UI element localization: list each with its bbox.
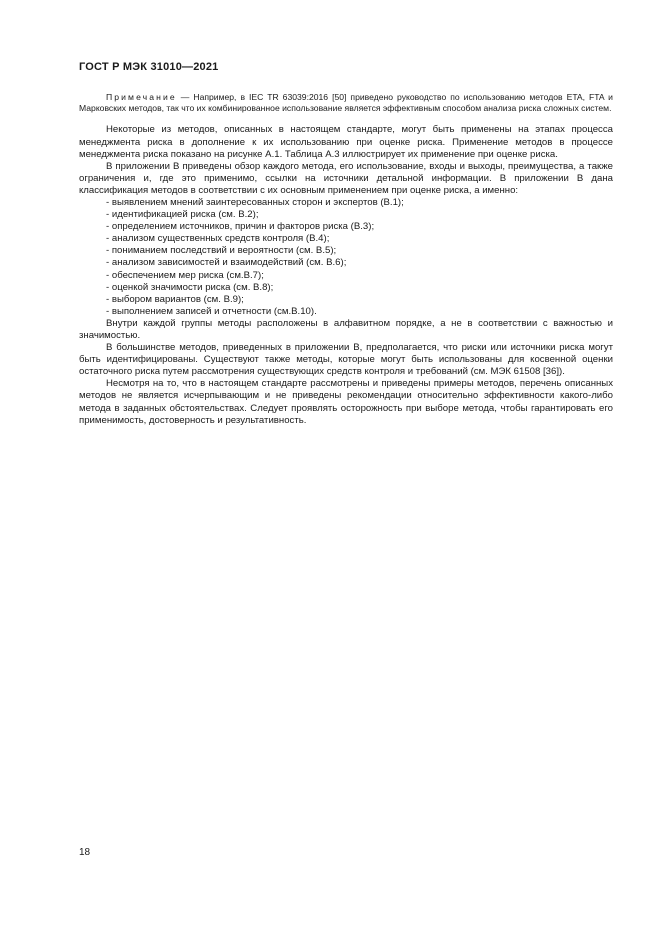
paragraph-methods-stages: Некоторые из методов, описанных в настоящем стандарте, могут быть применены на этапах процесса менеджмента риска в дополнение к их использованию при оценке риска. Применение методов в процессе менеджмента риска показано на рисунке А.1. Таблица А.3 иллюстрирует их применение при оценке риска.	[79, 124, 613, 160]
standard-header: ГОСТ Р МЭК 31010—2021	[79, 61, 219, 73]
list-item: - оценкой значимости риска (см. B.8);	[106, 281, 274, 293]
list-item: - определением источников, причин и факторов риска (B.3);	[106, 221, 375, 233]
page-number: 18	[79, 847, 91, 858]
note-block	[79, 92, 613, 114]
list-item: - анализом зависимостей и взаимодействий (см. B.6);	[106, 257, 347, 269]
list-item: - идентификацией риска (см. B.2);	[106, 209, 259, 221]
paragraph-alphabetical-order: Внутри каждой группы методы расположены в алфавитном порядке, а не в соответствии с важностью и значимостью.	[79, 317, 613, 341]
classification-list	[79, 197, 613, 318]
list-item: - пониманием последствий и вероятности (см. B.5);	[106, 245, 337, 257]
list-item: - выполнением записей и отчетности (см.B.10).	[106, 305, 317, 317]
list-item: - обеспечением мер риска (см.B.7);	[106, 269, 264, 281]
document-body	[79, 92, 613, 427]
note-text: — Например, в IEC TR 63039:2016 [50] приведено руководство по использованию методов ETA, FTA и Марковских методов, так что их комбинированное использование является эффективным способом анализа риска сложных систем.	[79, 92, 613, 114]
list-item: - выявлением мнений заинтересованных сторон и экспертов (B.1);	[106, 196, 404, 208]
paragraph-appendix-overview: В приложении В приведены обзор каждого метода, его использование, входы и выходы, преимущества, а также ограничения и, где это применимо, ссылки на источники детальной информации. В приложении В дана классификация методов в соответствии с их основным применением при оценке риска, а именно:	[79, 160, 613, 196]
paragraph-residual-risk: В большинстве методов, приведенных в приложении В, предполагается, что риски или источники риска могут быть идентифицированы. Существуют также методы, которые могут быть использованы для косвенной оценки остаточного риска путем рассмотрения существующих средств контроля и требований (см. МЭК 61508 [36]).	[79, 342, 613, 378]
paragraph-caution: Несмотря на то, что в настоящем стандарте рассмотрены и приведены примеры методов, перечень описанных методов не является исчерпывающим и не приведены рекомендации относительно эффективности какого-либо метода в заданных обстоятельствах. Следует проявлять осторожность при выборе метода, чтобы гарантировать его применимость, достоверность и результативность.	[79, 378, 613, 426]
list-item: - выбором вариантов (см. B.9);	[106, 293, 244, 305]
note-label: Примечание	[106, 92, 177, 102]
list-item: - анализом существенных средств контроля (B.4);	[106, 233, 330, 245]
